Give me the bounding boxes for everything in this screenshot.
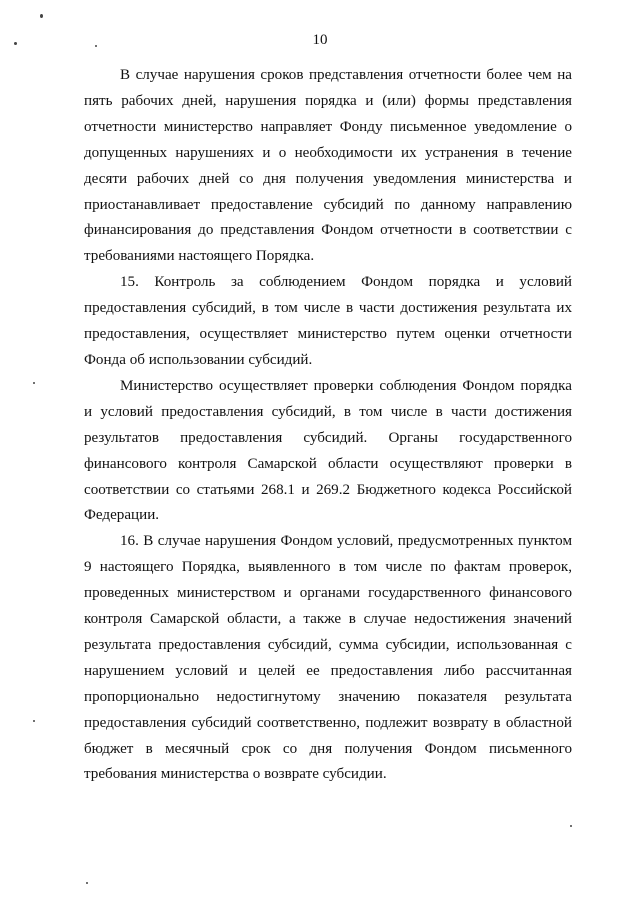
scan-speck xyxy=(86,882,88,884)
scan-speck xyxy=(570,825,572,827)
paragraph-reporting-violation: В случае нарушения сроков представления отчетности более чем на пять рабочих дней, нарушения порядка и (или) формы представления отчетности министерство направляет Фонду письменное уведомление о допущенных нарушениях и о необходимости их устранения в течение десяти рабочих дней со дня получения уведомления министерства и приостанавливает предоставление субсидий по данному направлению финансирования до представления Фондом отчетности в соответствии с требованиями настоящего Порядка. xyxy=(84,67,572,265)
scan-speck xyxy=(33,720,35,722)
scan-speck xyxy=(40,14,43,18)
scan-speck xyxy=(95,45,97,47)
paragraph-inspections: Министерство осуществляет проверки соблюдения Фондом порядка и условий предоставления субсидий, в том числе в части достижения результатов предоставления субсидий. Органы государственного финансового контроля Самарской области осуществляют проверки в соответствии со статьями 268.1 и 269.2 Бюджетного кодекса Российской Федерации. xyxy=(84,377,572,524)
document-body xyxy=(84,63,572,788)
scan-speck xyxy=(33,382,35,384)
page-number: 10 xyxy=(312,32,328,48)
paragraph-16-refund: 16. В случае нарушения Фондом условий, предусмотренных пунктом 9 настоящего Порядка, выявленного в том числе по фактам проверок, проведенных министерством и органами государственного финансового контроля Самарской области, а также в случае недостижения значений результата предоставления субсидий, сумма субсидии, использованная с нарушением условий и целей ее предоставления либо рассчитанная пропорционально недостигнутому значению показателя результата предоставления субсидий соответственно, подлежит возврату в областной бюджет в месячный срок со дня получения Фондом письменного требования министерства о возврате субсидии. xyxy=(84,533,572,783)
paragraph-15-control: 15. Контроль за соблюдением Фондом порядка и условий предоставления субсидий, в том числе в части достижения результата их предоставления, осуществляет министерство путем оценки отчетности Фонда об использовании субсидий. xyxy=(84,274,572,368)
scan-speck xyxy=(14,42,17,45)
